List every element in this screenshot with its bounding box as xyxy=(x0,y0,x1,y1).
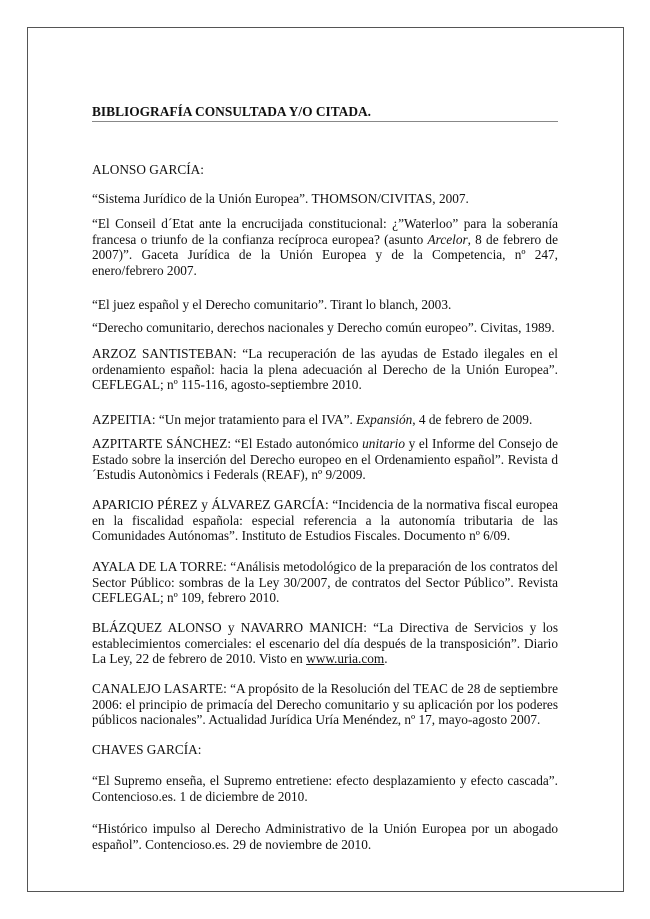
entry-text: CHAVES GARCÍA: xyxy=(92,742,202,757)
entry-text: . xyxy=(384,651,388,667)
bibliography-entry xyxy=(92,436,558,483)
entry-italic: Arcelor xyxy=(427,231,468,247)
entry-text: “El Conseil d´Etat ante la encrucijada constitucional: ¿”Waterloo” para la soberanía francesa o triunfo de la confianza recíproca europea? (asunto xyxy=(92,216,558,247)
bibliography-entry xyxy=(92,216,558,278)
section-heading: BIBLIOGRAFÍA CONSULTADA Y/O CITADA. xyxy=(92,104,558,122)
author-heading xyxy=(92,742,558,758)
author-heading xyxy=(92,162,558,178)
entry-text: CANALEJO LASARTE: “A propósito de la Resolución del TEAC de 28 de septiembre 2006: el principio de primacía del Derecho comunitario y su aplicación por los poderes públicos nacionales”. Actualidad Jurídica Uría Menéndez, nº 17, mayo-agosto 2007. xyxy=(92,681,558,728)
bibliography-entry xyxy=(92,297,558,313)
bibliography-entry xyxy=(92,681,558,728)
entry-text: ARZOZ SANTISTEBAN: “La recuperación de las ayudas de Estado ilegales en el ordenamiento español: hacia la plena adecuación al Derecho de la Unión Europea”. CEFLEGAL; nº 115-116, agosto-septiembre 2010. xyxy=(92,346,558,393)
entry-text: AZPITARTE SÁNCHEZ: “El Estado autonómico xyxy=(92,436,363,451)
bibliography-entry xyxy=(92,346,558,393)
entry-text: “El juez español y el Derecho comunitario”. Tirant lo blanch, 2003. xyxy=(92,297,452,312)
entry-text: “Sistema Jurídico de la Unión Europea”. THOMSON/CIVITAS, 2007. xyxy=(92,191,469,206)
entry-text: , 8 de febrero de 2007)”. Gaceta Jurídica de la Unión Europea y de la Competencia, nº 247, enero/febrero 2007. xyxy=(92,231,558,278)
bibliography-entry xyxy=(92,620,558,667)
entry-text: AZPEITIA: “Un mejor tratamiento para el IVA”. xyxy=(92,412,357,427)
uria-link[interactable]: www.uria.com xyxy=(306,651,385,667)
entry-italic: Expansión xyxy=(356,412,413,427)
entry-text: , 4 de febrero de 2009. xyxy=(412,412,533,427)
entry-text: “Derecho comunitario, derechos nacionales y Derecho común europeo”. Civitas, 1989. xyxy=(92,320,555,335)
bibliography-entry xyxy=(92,821,558,852)
entry-text: ALONSO GARCÍA: xyxy=(92,162,204,177)
bibliography-entry xyxy=(92,497,558,544)
entry-italic: unitario xyxy=(362,436,406,451)
entry-text: APARICIO PÉREZ y ÁLVAREZ GARCÍA: “Incidencia de la normativa fiscal europea en la fiscalidad española: especial referencia a la autonomía tributaria de las Comunidades Autónomas”. Instituto de Estudios Fiscales. Documento nº 6/09. xyxy=(92,497,558,544)
entry-text: “El Supremo enseña, el Supremo entretiene: efecto desplazamiento y efecto cascada”. Contencioso.es. 1 de diciembre de 2010. xyxy=(92,773,558,804)
bibliography-entry xyxy=(92,559,558,606)
entry-text: y el Informe del Consejo de Estado sobre la inserción del Derecho europeo en el Ordenamiento español”. Revista d´Estudis Autonòmics i Federals (REAF), nº 9/2009. xyxy=(92,436,558,483)
bibliography-entry xyxy=(92,191,558,207)
bibliography-entry xyxy=(92,320,558,336)
bibliography-entry xyxy=(92,412,558,428)
entry-text: BLÁZQUEZ ALONSO y NAVARRO MANICH: “La Directiva de Servicios y los establecimientos comerciales: el escenario del día después de la transposición”. Diario La Ley, 22 de febrero de 2010. Visto en xyxy=(92,620,558,667)
entry-text: AYALA DE LA TORRE: “Análisis metodológico de la preparación de los contratos del Sector Público: sombras de la Ley 30/2007, de contratos del Sector Público”. Revista CEFLEGAL; nº 109, febrero 2010. xyxy=(92,559,558,606)
bibliography-entry xyxy=(92,773,558,804)
entry-text: “Histórico impulso al Derecho Administrativo de la Unión Europea por un abogado español”. Contencioso.es. 29 de noviembre de 2010. xyxy=(92,821,558,852)
